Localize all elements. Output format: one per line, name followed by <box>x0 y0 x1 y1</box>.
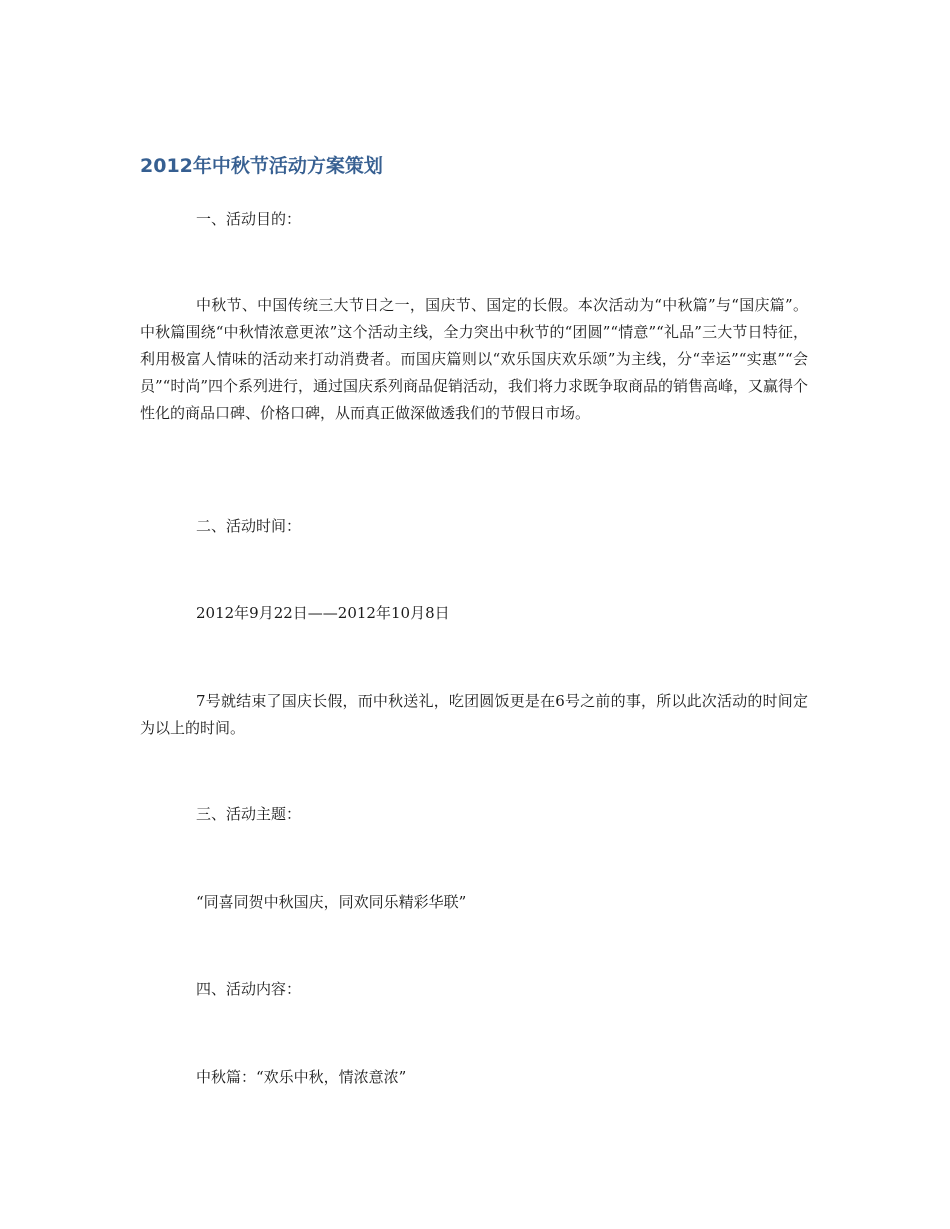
paragraph-time-range: 2012年9月22日——2012年10月8日 <box>196 604 450 622</box>
section-heading-content: 四、活动内容： <box>196 980 302 998</box>
section-heading-time: 二、活动时间： <box>196 517 302 535</box>
section-heading-purpose: 一、活动目的： <box>196 210 302 228</box>
paragraph-purpose-body: 中秋节、中国传统三大节日之一，国庆节、国定的长假。本次活动为“中秋篇”与“国庆篇”。中秋篇围绕“中秋情浓意更浓”这个活动主线，全力突出中秋节的“团圆”“情意”“礼品”三大节日特征，利用极富人情味的活动来打动消费者。而国庆篇则以“欢乐国庆欢乐颂”为主线，分“幸运”“实惠”“会员”“时尚”四个系列进行，通过国庆系列商品促销活动，我们将力求既争取商品的销售高峰，又赢得个性化的商品口碑、价格口碑，从而真正做深做透我们的节假日市场。 <box>140 296 809 422</box>
document-title: 2012年中秋节活动方案策划 <box>140 155 383 177</box>
paragraph-theme-slogan: “同喜同贺中秋国庆，同欢同乐精彩华联” <box>196 893 467 911</box>
paragraph-mid-autumn-section: 中秋篇：“欢乐中秋，情浓意浓” <box>196 1068 407 1086</box>
paragraph-time-reason: 7号就结束了国庆长假，而中秋送礼，吃团圆饭更是在6号之前的事，所以此次活动的时间定为以上的时间。 <box>140 692 808 737</box>
section-heading-theme: 三、活动主题： <box>196 805 302 823</box>
